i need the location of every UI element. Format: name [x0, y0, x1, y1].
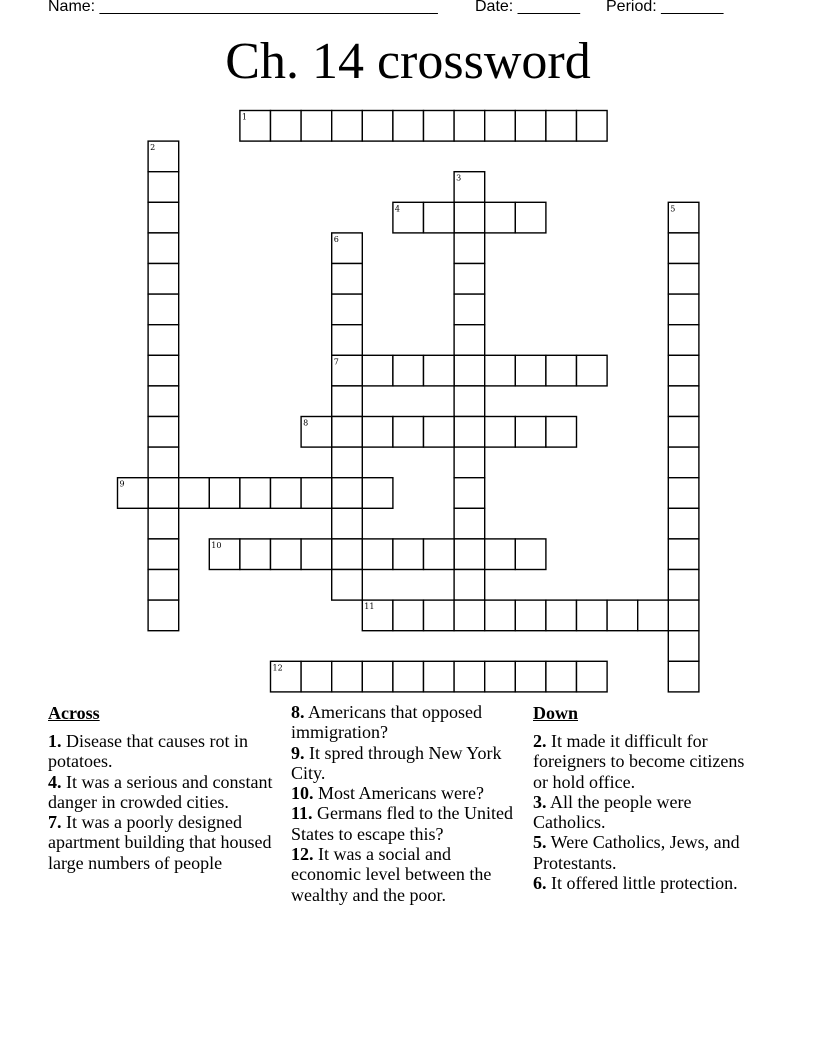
- clue: [533, 731, 763, 792]
- clue-number: 2.: [533, 731, 547, 751]
- clue-number-label: 2: [150, 143, 156, 153]
- page-title: Ch. 14 crossword: [225, 33, 591, 90]
- grid-cell[interactable]: [454, 417, 485, 448]
- grid-cell[interactable]: [332, 355, 363, 386]
- clue-number-label: 5: [670, 204, 676, 214]
- grid-cell[interactable]: [148, 478, 179, 509]
- clue: [533, 873, 763, 893]
- grid-cell[interactable]: [148, 386, 179, 417]
- grid-cell[interactable]: [332, 661, 363, 692]
- grid-cell[interactable]: [454, 325, 485, 356]
- grid-cell[interactable]: [118, 478, 149, 509]
- grid-cell[interactable]: [424, 111, 455, 142]
- header: [48, 0, 808, 20]
- grid-cell[interactable]: [148, 570, 179, 601]
- grid-cell[interactable]: [362, 539, 393, 570]
- clue-text: It spred through New York City.: [291, 742, 502, 783]
- grid-cell[interactable]: [546, 600, 577, 631]
- clue-number: 11.: [291, 803, 313, 824]
- clue-number-label: 1: [241, 112, 247, 122]
- grid-cell[interactable]: [362, 478, 393, 509]
- grid-cell[interactable]: [577, 661, 608, 692]
- grid-cell[interactable]: [148, 447, 179, 478]
- across-clue-list-continued: [291, 702, 513, 905]
- clue-number-label: 8: [303, 418, 309, 428]
- clue-text: All the people were Catholics.: [533, 791, 692, 833]
- grid-cell[interactable]: [454, 294, 485, 325]
- clue-text: It was a serious and constant danger in crowded cities.: [48, 771, 273, 812]
- grid-cell[interactable]: [393, 111, 424, 142]
- grid-cell[interactable]: [332, 478, 363, 509]
- grid-cell[interactable]: [148, 294, 179, 325]
- grid-cell[interactable]: [515, 539, 546, 570]
- grid-cell[interactable]: [668, 631, 699, 662]
- grid-cell[interactable]: [454, 355, 485, 386]
- grid-cell[interactable]: [332, 325, 363, 356]
- date-label: Date: _______: [475, 0, 580, 15]
- grid-cell[interactable]: [424, 661, 455, 692]
- grid-cell[interactable]: [454, 600, 485, 631]
- clue-number-label: 12: [272, 663, 283, 673]
- grid-cell[interactable]: [301, 539, 332, 570]
- grid-cell[interactable]: [485, 355, 516, 386]
- clue: [48, 772, 284, 813]
- across-clue-list: [48, 731, 284, 873]
- grid-cell[interactable]: [148, 325, 179, 356]
- clue: [291, 844, 513, 905]
- grid-cell[interactable]: [485, 539, 516, 570]
- grid-cell[interactable]: [271, 539, 302, 570]
- grid-cell[interactable]: [668, 202, 699, 233]
- across-column: [48, 702, 284, 873]
- grid-cell[interactable]: [271, 111, 302, 142]
- clue-number-label: 4: [394, 204, 400, 214]
- grid-cell[interactable]: [362, 355, 393, 386]
- grid-cell[interactable]: [668, 264, 699, 295]
- grid-cell[interactable]: [515, 600, 546, 631]
- grid-cell[interactable]: [332, 386, 363, 417]
- grid-cell[interactable]: [515, 417, 546, 448]
- grid-cell[interactable]: [485, 111, 516, 142]
- grid-cell[interactable]: [668, 600, 699, 631]
- grid-cell[interactable]: [546, 111, 577, 142]
- name-label: Name: ______________________________________: [48, 0, 438, 15]
- grid-cell[interactable]: [332, 417, 363, 448]
- grid-cell[interactable]: [668, 294, 699, 325]
- grid-cell[interactable]: [148, 355, 179, 386]
- clue: [533, 792, 763, 833]
- grid-cell[interactable]: [393, 539, 424, 570]
- grid-cell[interactable]: [332, 264, 363, 295]
- grid-cell[interactable]: [148, 202, 179, 233]
- grid-cell[interactable]: [668, 447, 699, 478]
- grid-cell[interactable]: [546, 417, 577, 448]
- grid-cell[interactable]: [577, 111, 608, 142]
- grid-cell[interactable]: [454, 233, 485, 264]
- clue-text: Germans fled to the United States to escape this?: [291, 803, 513, 844]
- grid-cell[interactable]: [393, 417, 424, 448]
- grid-cell[interactable]: [301, 661, 332, 692]
- grid-cell[interactable]: [424, 355, 455, 386]
- grid-cell[interactable]: [454, 447, 485, 478]
- clue-number: 6.: [533, 873, 547, 894]
- grid-cell[interactable]: [668, 539, 699, 570]
- clue-number-label: 3: [456, 173, 462, 183]
- grid-cell[interactable]: [454, 661, 485, 692]
- grid-cell[interactable]: [148, 539, 179, 570]
- grid-cell[interactable]: [668, 661, 699, 692]
- grid-cell[interactable]: [148, 172, 179, 203]
- grid-cell[interactable]: [668, 386, 699, 417]
- clue: [48, 731, 284, 772]
- clue-number: 4.: [48, 771, 62, 792]
- grid-cell[interactable]: [638, 600, 669, 631]
- grid-cell[interactable]: [362, 417, 393, 448]
- grid-cell[interactable]: [454, 570, 485, 601]
- clue-text: Most Americans were?: [313, 783, 484, 804]
- grid-cell[interactable]: [332, 294, 363, 325]
- grid-cell[interactable]: [332, 508, 363, 539]
- grid-cell[interactable]: [209, 478, 240, 509]
- across-heading: Across: [48, 703, 100, 723]
- grid-cell[interactable]: [454, 539, 485, 570]
- grid-cell[interactable]: [485, 202, 516, 233]
- clue-number-label: 10: [211, 540, 222, 550]
- clue: [533, 832, 763, 873]
- clue-text: Were Catholics, Jews, and Protestants.: [533, 832, 740, 873]
- clue-number-label: 6: [333, 234, 339, 244]
- clue-number: 3.: [533, 791, 547, 812]
- grid-cell[interactable]: [515, 355, 546, 386]
- down-clue-list: [533, 731, 763, 893]
- grid-cell[interactable]: [546, 661, 577, 692]
- clue: [291, 803, 513, 844]
- clue-text: Americans that opposed immigration?: [291, 702, 482, 743]
- grid-cell[interactable]: [485, 661, 516, 692]
- grid-cell[interactable]: [332, 539, 363, 570]
- clue-number: 7.: [48, 812, 62, 833]
- grid-cell[interactable]: [454, 202, 485, 233]
- clue-number-label: 11: [364, 602, 375, 612]
- clue-number: 1.: [48, 731, 62, 751]
- grid-cell[interactable]: [393, 355, 424, 386]
- grid-cell[interactable]: [424, 202, 455, 233]
- clue: [291, 783, 513, 803]
- grid-cell[interactable]: [454, 478, 485, 509]
- clue: [291, 743, 513, 784]
- grid-cell[interactable]: [393, 202, 424, 233]
- grid-cell[interactable]: [148, 600, 179, 631]
- grid-cell[interactable]: [515, 202, 546, 233]
- clue-text: It offered little protection.: [546, 873, 738, 894]
- grid-cell[interactable]: [668, 508, 699, 539]
- grid-cell[interactable]: [393, 600, 424, 631]
- grid-cell[interactable]: [668, 417, 699, 448]
- grid-cell[interactable]: [607, 600, 638, 631]
- grid-cell[interactable]: [424, 539, 455, 570]
- grid-cell[interactable]: [332, 111, 363, 142]
- grid-cell[interactable]: [362, 111, 393, 142]
- clue-number: 12.: [291, 844, 314, 865]
- clue-number: 9.: [291, 742, 305, 763]
- grid-cell[interactable]: [454, 172, 485, 203]
- grid-cell[interactable]: [148, 264, 179, 295]
- clue-text: It made it difficult for foreigners to become citizens or hold office.: [533, 731, 745, 792]
- grid-cell[interactable]: [668, 355, 699, 386]
- grid-cell[interactable]: [362, 661, 393, 692]
- grid-cell[interactable]: [668, 233, 699, 264]
- grid-cell[interactable]: [668, 478, 699, 509]
- grid-cell[interactable]: [515, 661, 546, 692]
- grid-cell[interactable]: [301, 417, 332, 448]
- grid-cell[interactable]: [148, 508, 179, 539]
- clue-number: 10.: [291, 783, 314, 804]
- grid-cell[interactable]: [424, 600, 455, 631]
- grid-cell[interactable]: [240, 539, 271, 570]
- grid-cell[interactable]: [485, 417, 516, 448]
- grid-cell[interactable]: [301, 111, 332, 142]
- grid-cell[interactable]: [179, 478, 210, 509]
- period-label: Period: _______: [606, 0, 724, 15]
- grid-cell[interactable]: [148, 233, 179, 264]
- grid-cell[interactable]: [332, 233, 363, 264]
- grid-cell[interactable]: [515, 111, 546, 142]
- grid-cell[interactable]: [454, 508, 485, 539]
- grid-cell[interactable]: [362, 600, 393, 631]
- grid-cell[interactable]: [454, 111, 485, 142]
- clue-text: It was a poorly designed apartment building that housed large numbers of people: [48, 812, 272, 873]
- clue-number-label: 7: [333, 357, 339, 367]
- grid-cell[interactable]: [332, 447, 363, 478]
- grid-cell[interactable]: [546, 355, 577, 386]
- grid-cell[interactable]: [148, 141, 179, 172]
- grid-cell[interactable]: [485, 600, 516, 631]
- grid-cell[interactable]: [271, 478, 302, 509]
- grid-cell[interactable]: [148, 417, 179, 448]
- grid-cell[interactable]: [240, 111, 271, 142]
- clue: [48, 812, 284, 873]
- grid-cell[interactable]: [209, 539, 240, 570]
- grid-cell[interactable]: [577, 355, 608, 386]
- grid-cell[interactable]: [271, 661, 302, 692]
- clue-text: It was a social and economic level between the wealthy and the poor.: [291, 844, 492, 905]
- down-column: [533, 702, 763, 893]
- grid-cell[interactable]: [301, 478, 332, 509]
- clue: [291, 702, 513, 743]
- grid-cell[interactable]: [393, 661, 424, 692]
- grid-cell[interactable]: [577, 600, 608, 631]
- clue-number-label: 9: [119, 479, 125, 489]
- grid-cell[interactable]: [668, 570, 699, 601]
- clue-text: Disease that causes rot in potatoes.: [48, 731, 248, 772]
- clue-number: 8.: [291, 702, 305, 722]
- across-column-continued: [291, 702, 513, 905]
- grid-cell[interactable]: [240, 478, 271, 509]
- grid-cell[interactable]: [454, 386, 485, 417]
- clue-number: 5.: [533, 832, 547, 853]
- grid-cell[interactable]: [332, 570, 363, 601]
- grid-cell[interactable]: [424, 417, 455, 448]
- grid-cell[interactable]: [668, 325, 699, 356]
- grid-cell[interactable]: [454, 264, 485, 295]
- down-heading: Down: [533, 703, 579, 723]
